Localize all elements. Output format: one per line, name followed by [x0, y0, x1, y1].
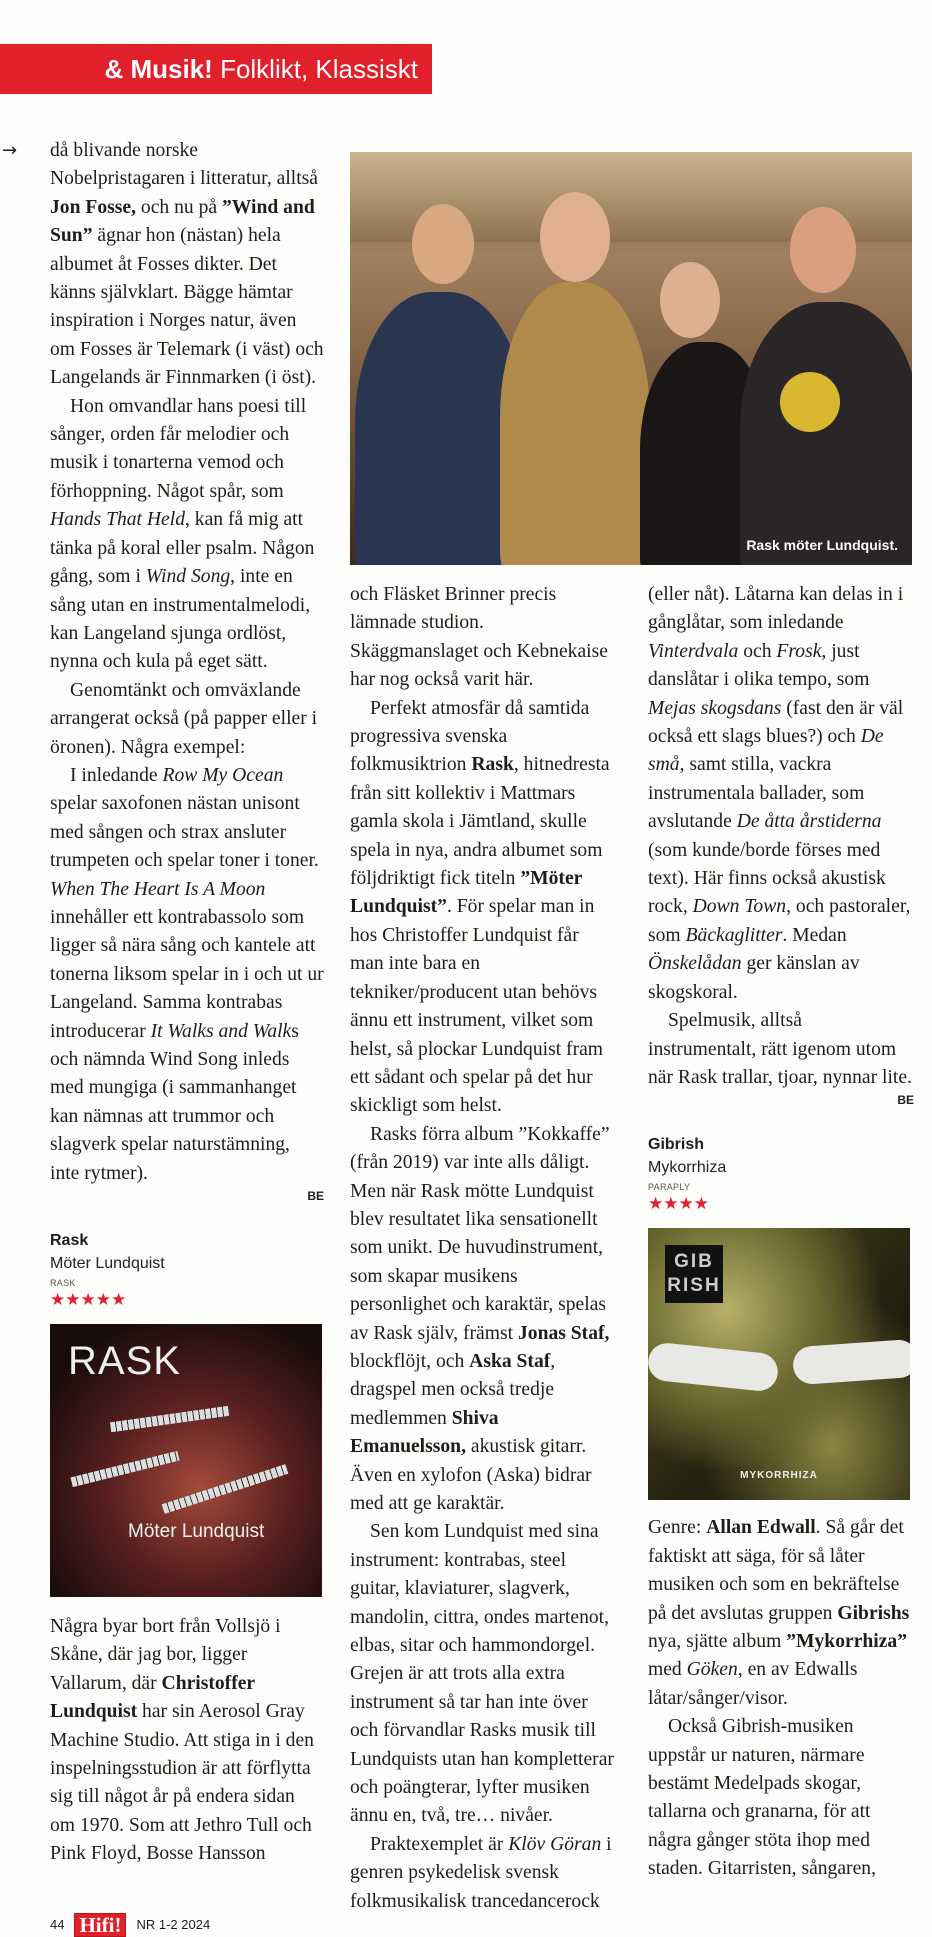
- sun-print: [780, 372, 840, 432]
- cover-logo: GIB RISH: [665, 1245, 723, 1303]
- text-run: Genomtänkt och omväxlande arrangerat också (på papper eller i öronen). Några exempel:: [50, 679, 318, 758]
- right-column: [648, 581, 914, 1884]
- text-run: Också Gibrish-musiken uppstår ur naturen, närmare bestämt Medelpads skogar, tallarna och granarna, för att några gånger stöta ihop med staden. Gitarristen, sångaren,: [648, 1716, 876, 1880]
- keyboard-graphic: [162, 1464, 289, 1514]
- text-run: och: [738, 640, 777, 662]
- page-number: 44: [50, 1916, 65, 1932]
- text-run: Hon omvandlar hans poesi till sånger, orden får melodier och musik i tonarterna vemod och förhoppning. Något spår, som: [50, 395, 307, 502]
- italic-text: It Walks and Walk: [150, 1020, 292, 1042]
- paragraph: [50, 762, 324, 1188]
- paragraph: [648, 581, 914, 1007]
- hand-graphic: [648, 1342, 780, 1393]
- text-run: akustisk gitarr. Även en xylofon (Aska) bidrar med att ge karaktär.: [350, 1436, 592, 1514]
- paragraph: [648, 1514, 914, 1713]
- photo-face: [540, 192, 610, 282]
- gibrish-review-body: [648, 1514, 914, 1883]
- text-run: Genre:: [648, 1517, 707, 1539]
- text-run: Sen kom Lundquist med sina instrument: kontrabas, steel guitar, klaviaturer, slagverk, mandolin, cittra, ondes martenot, elbas, sitar och hammondorgel. Grejen är att trots alla extra instrument så tar han inte över och förvandlar Rasks musik till Lundquists utan han kompletterar och poängterar, lyfter musiken ännu en, två, tre… nivåer.: [350, 1521, 614, 1827]
- paragraph: [50, 393, 324, 677]
- italic-text: Mejas skogsdans: [648, 697, 782, 719]
- text-run: Praktexemplet är: [370, 1833, 509, 1855]
- text-run: och nu på: [136, 196, 222, 218]
- bold-text: Christoffer Lundquist: [50, 1672, 255, 1723]
- italic-text: Row My Ocean: [162, 764, 284, 786]
- text-run: , en av Edwalls låtar/sånger/visor.: [648, 1659, 858, 1709]
- bold-text: ”Wind and Sun”: [50, 196, 315, 247]
- paragraph: [350, 695, 614, 1121]
- text-run: Perfekt atmosfär då samtida progressiva svenska folkmusiktrion: [350, 697, 590, 776]
- magazine-logo: Hifi!: [74, 1913, 126, 1937]
- text-run: , inte en sång utan en instrumentalmelodi, kan Langeland sjunga ordlöst, nynna och kula på eget sätt.: [50, 566, 311, 673]
- cover-subtitle: Möter Lundquist: [128, 1521, 265, 1543]
- text-run: blockflöjt, och: [350, 1350, 470, 1372]
- bold-text: Shiva Emanuelsson,: [350, 1407, 499, 1458]
- left-column: [50, 137, 324, 1937]
- text-run: (som kunde/borde förses med text). Här finns också akustisk rock,: [648, 839, 886, 918]
- keyboard-graphic: [70, 1451, 179, 1487]
- review-label: PARAPLY: [648, 1182, 691, 1193]
- text-run: s och nämnda Wind Song inleds med mungiga (i sammanhanget kan nämnas att trummor och slagverk spelar naturstämning, inte rytmer).: [50, 1020, 299, 1184]
- text-run: . Medan: [782, 924, 847, 946]
- section-banner: [0, 44, 432, 94]
- text-run: då blivande norske Nobelpristagaren i litteratur, alltså: [50, 140, 318, 190]
- text-run: (fast den är väl också ett slags blues?) och: [648, 697, 904, 748]
- article-text: [350, 581, 614, 1916]
- text-run: , kan få mig att tänka på koral eller psalm. Någon gång, som i: [50, 509, 315, 588]
- article-text: [648, 581, 914, 1092]
- banner-rest: Folklikt, Klassiskt: [212, 54, 418, 84]
- page-footer: [50, 1913, 324, 1937]
- article-text: [50, 137, 324, 1188]
- text-run: , dragspel men också tredje medlemmen: [350, 1350, 556, 1429]
- text-run: Rasks förra album ”Kokkaffe” (från 2019) var inte alls dåligt. Men när Rask mötte Lundquist blev resultatet lika sensationellt som unikt. De huvudinstrument, som skapar musikens personlighet och karaktär, spelas av Rask själv, främst: [350, 1123, 610, 1344]
- bold-text: Jonas Staf,: [517, 1322, 610, 1344]
- text-run: nya, sjätte album: [648, 1630, 787, 1652]
- bold-text: Allan Edwall: [706, 1517, 816, 1539]
- review-album: Möter Lundquist: [50, 1255, 165, 1273]
- text-run: (eller nåt). Låtarna kan delas in i gånglåtar, som inledande: [648, 584, 904, 634]
- photo-caption: Rask möter Lundquist.: [746, 537, 898, 553]
- review-header-rask: [50, 1230, 324, 1310]
- italic-text: Bäckaglitter: [685, 924, 783, 946]
- paragraph: [350, 1121, 614, 1519]
- text-run: spelar saxofonen nästan unisont med sången och strax ansluter trumpeten och spelar toner i toner.: [50, 793, 319, 872]
- middle-column: [350, 581, 614, 1916]
- text-run: har sin Aerosol Gray Machine Studio. Att stiga in i den inspelningsstudion är att förflytta sig till något år på endera sidan om 1970. Som att Jethro Tull och Pink Floyd, Bosse Hansson: [50, 1701, 314, 1865]
- cover-title: MYKORRHIZA: [740, 1470, 818, 1482]
- italic-text: Wind Song: [145, 566, 231, 588]
- text-run: Spelmusik, alltså instrumentalt, rätt igenom utom när Rask trallar, tjoar, nynnar lite.: [648, 1010, 912, 1088]
- text-run: I inledande: [70, 764, 163, 786]
- banner-bold: & Musik!: [104, 54, 213, 84]
- text-run: , och pastoraler, som: [648, 896, 911, 946]
- rating-stars: ★★★★★: [50, 1290, 127, 1311]
- photo-person: [500, 282, 650, 565]
- italic-text: Önskelådan: [648, 953, 742, 975]
- review-header-gibrish: [648, 1134, 914, 1214]
- italic-text: Göken: [686, 1659, 738, 1681]
- text-run: ger känslan av skogskoral.: [648, 953, 860, 1003]
- text-run: och Fläsket Brinner precis lämnade studion. Skäggmanslaget och Kebnekaise har nog också varit här.: [350, 584, 608, 691]
- italic-text: De små: [648, 726, 884, 776]
- review-artist: Gibrish: [648, 1136, 705, 1154]
- paragraph: [50, 137, 324, 393]
- rating-stars: ★★★★: [648, 1194, 709, 1215]
- text-run: innehåller ett kontrabassolo som ligger så nära sång och kantele att tonerna liksom spelar in i och ut ur Langeland. Samma kontrabas introducerar: [50, 906, 324, 1042]
- photo-person: [740, 302, 912, 565]
- album-cover-rask: [50, 1324, 322, 1597]
- review-artist: Rask: [50, 1232, 89, 1250]
- italic-text: Frosk: [776, 640, 822, 662]
- italic-text: Klöv Göran: [508, 1833, 602, 1855]
- text-run: Några byar bort från Vollsjö i Skåne, där jag bor, ligger Vallarum, där: [50, 1616, 281, 1694]
- issue-number: NR 1-2 2024: [136, 1916, 211, 1932]
- italic-text: Down Town: [692, 896, 787, 918]
- italic-text: De åtta årstiderna: [736, 811, 882, 833]
- text-run: ägnar hon (nästan) hela albumet åt Fosses dikter. Det känns självklart. Bägge hämtar inspiration i Norges natur, även om Fosses är Telemark (i väst) och Langelands är Finnmarken (i öst).: [50, 225, 324, 389]
- photo-face: [412, 204, 474, 284]
- album-cover-gibrish: [648, 1228, 910, 1500]
- paragraph: [648, 1713, 914, 1883]
- text-run: . För spelar man in hos Christoffer Lundquist får man inte bara en tekniker/producent utan behövs ännu ett instrument, vilket som helst, så plockar Lundquist fram ett sådant och spelar på det hur skickligt som helst.: [350, 896, 604, 1117]
- review-label: RASK: [50, 1278, 76, 1289]
- right-arrow-icon: →: [2, 140, 18, 161]
- bold-text: Rask: [471, 754, 514, 776]
- italic-text: When The Heart Is A Moon: [50, 878, 266, 900]
- paragraph: [350, 1518, 614, 1830]
- paragraph: [350, 581, 614, 695]
- author-signature: BE: [897, 1093, 914, 1108]
- text-run: , just danslåtar i olika tempo, som: [648, 640, 870, 691]
- paragraph: [350, 1831, 614, 1916]
- bold-text: Gibrishs: [837, 1602, 910, 1624]
- keyboard-graphic: [110, 1406, 230, 1433]
- text-run: med: [648, 1659, 687, 1681]
- bold-text: ”Mykorrhiza”: [786, 1630, 908, 1652]
- band-photo: [350, 152, 912, 565]
- rask-review-body: [50, 1613, 324, 1869]
- author-signature: BE: [307, 1189, 324, 1204]
- text-run: , samt stilla, vackra instrumentala ballader, som avslutande: [648, 754, 865, 833]
- text-run: i genren psykedelisk svensk folkmusikalisk trancedancerock: [350, 1833, 612, 1912]
- bold-text: Aska Staf: [469, 1350, 551, 1372]
- photo-face: [660, 262, 720, 338]
- bold-text: Jon Fosse,: [50, 196, 137, 218]
- hand-graphic: [792, 1339, 910, 1386]
- text-run: , hitnedresta från sitt kollektiv i Mattmars gamla skola i Jämtland, skulle spela in nya, andra albumet som följdriktigt fick titeln: [350, 754, 610, 890]
- review-album: Mykorrhiza: [648, 1159, 727, 1177]
- text-run: . Så går det faktiskt att säga, för så låter musiken och som en bekräftelse på det avslutas gruppen: [648, 1517, 904, 1624]
- bold-text: ”Möter Lundquist”: [350, 868, 582, 918]
- paragraph: [648, 1007, 914, 1092]
- paragraph: [50, 677, 324, 762]
- photo-face: [790, 207, 856, 293]
- paragraph: [50, 1613, 324, 1869]
- italic-text: Hands That Held: [50, 509, 185, 531]
- cover-title: RASK: [68, 1339, 181, 1384]
- italic-text: Vinterdvala: [648, 640, 739, 662]
